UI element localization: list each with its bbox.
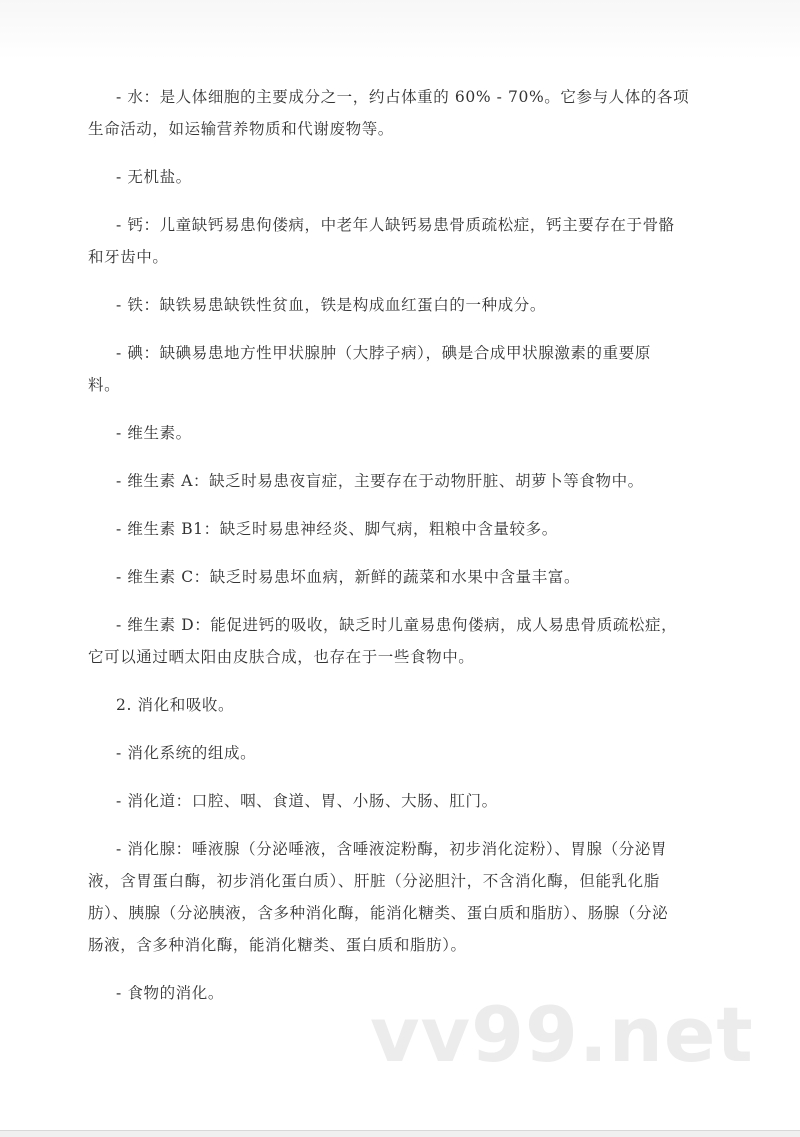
paragraph [88, 609, 718, 673]
watermark: vv99.net [370, 990, 754, 1079]
text-line: 生命活动，如运输营养物质和代谢废物等。 [88, 120, 394, 138]
paragraph [88, 561, 718, 593]
paragraph [88, 209, 718, 273]
text-line: - 消化系统的组成。 [116, 744, 257, 762]
text-line: - 水：是人体细胞的主要成分之一，约占体重的 60% - 70%。它参与人体的各项 [116, 88, 690, 106]
text-line: - 维生素 D：能促进钙的吸收，缺乏时儿童易患佝偻病，成人易患骨质疏松症， [116, 616, 678, 634]
text-line: 肠液，含多种消化酶，能消化糖类、蛋白质和脂肪）。 [88, 936, 467, 954]
paragraph [88, 737, 718, 769]
text-line: - 消化腺：唾液腺（分泌唾液，含唾液淀粉酶，初步消化淀粉）、胃腺（分泌胃 [116, 840, 668, 858]
text-line: - 无机盐。 [116, 168, 192, 186]
text-line: 它可以通过晒太阳由皮肤合成，也存在于一些食物中。 [88, 648, 475, 666]
page-top-shade [0, 0, 800, 60]
text-line: - 维生素。 [116, 424, 192, 442]
paragraph [88, 465, 718, 497]
paragraph [88, 513, 718, 545]
text-line: 2. 消化和吸收。 [116, 696, 235, 714]
document-body [88, 81, 718, 1025]
text-line: - 钙：儿童缺钙易患佝偻病，中老年人缺钙易患骨质疏松症，钙主要存在于骨骼 [116, 216, 675, 234]
text-line: - 食物的消化。 [116, 984, 224, 1002]
text-line: 肪）、胰腺（分泌胰液，含多种消化酶，能消化糖类、蛋白质和脂肪）、肠腺（分泌 [88, 904, 669, 922]
paragraph [88, 689, 718, 721]
paragraph [88, 81, 718, 145]
paragraph [88, 833, 718, 961]
paragraph [88, 161, 718, 193]
paragraph [88, 289, 718, 321]
text-line: - 碘：缺碘易患地方性甲状腺肿（大脖子病），碘是合成甲状腺激素的重要原 [116, 344, 651, 362]
text-line: - 铁：缺铁易患缺铁性贫血，铁是构成血红蛋白的一种成分。 [116, 296, 546, 314]
page-gap [0, 1131, 800, 1137]
text-line: 液，含胃蛋白酶，初步消化蛋白质）、肝脏（分泌胆汁，不含消化酶，但能乳化脂 [88, 872, 660, 890]
text-line: - 维生素 A：缺乏时易患夜盲症，主要存在于动物肝脏、胡萝卜等食物中。 [116, 472, 644, 490]
paragraph [88, 417, 718, 449]
paragraph [88, 337, 718, 401]
text-line: - 消化道：口腔、咽、食道、胃、小肠、大肠、肛门。 [116, 792, 498, 810]
text-line: - 维生素 C：缺乏时易患坏血病，新鲜的蔬菜和水果中含量丰富。 [116, 568, 581, 586]
text-line: - 维生素 B1：缺乏时易患神经炎、脚气病，粗粮中含量较多。 [116, 520, 558, 538]
text-line: 和牙齿中。 [88, 248, 169, 266]
paragraph [88, 785, 718, 817]
text-line: 料。 [88, 376, 121, 394]
